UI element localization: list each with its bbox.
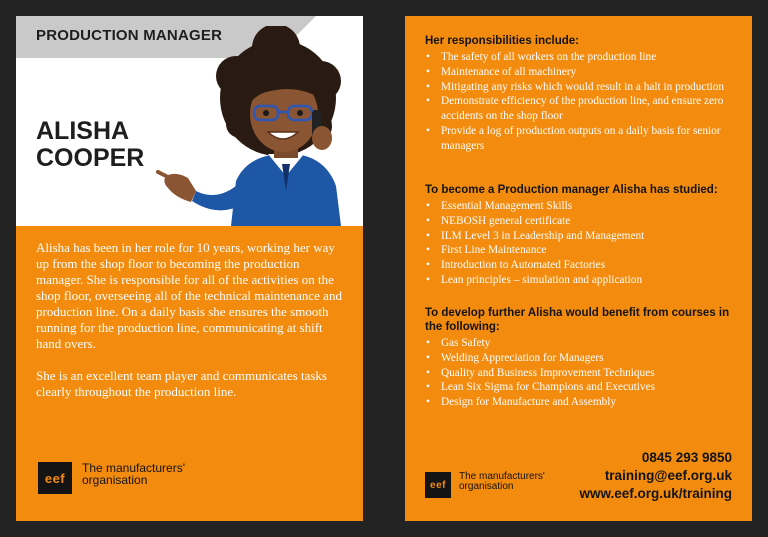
- person-name: [36, 118, 144, 172]
- list-item: • Mitigating any risks which would result in a halt in production: [425, 80, 737, 95]
- eef-logo-mark: eef: [425, 472, 451, 498]
- courses-section: [425, 306, 737, 410]
- profile-header: [16, 16, 363, 226]
- list-item: • Provide a log of production outputs on a daily basis for senior managers: [425, 124, 737, 154]
- studied-heading: To become a Production manager Alisha has studied:: [425, 184, 718, 196]
- responsibilities-section: [425, 34, 737, 154]
- list-item: • Maintenance of all machinery: [425, 65, 737, 80]
- courses-list: [425, 336, 737, 410]
- eef-logo: [425, 472, 549, 498]
- responsibilities-list: [425, 50, 737, 154]
- list-item: • Lean Six Sigma for Champions and Executives: [425, 380, 737, 395]
- eef-logo-tagline: The manufacturers' organisation: [82, 461, 186, 487]
- list-item: • The safety of all workers on the production line: [425, 50, 737, 65]
- phone-number[interactable]: 0845 293 9850: [641, 450, 732, 465]
- list-item: • NEBOSH general certificate: [425, 214, 737, 229]
- woman-on-phone-illustration: [136, 26, 363, 226]
- list-item: • First Line Maintenance: [425, 243, 737, 258]
- website-link[interactable]: www.eef.org.uk/training: [579, 486, 732, 501]
- bio: [36, 240, 348, 416]
- eef-logo-tagline: The manufacturers' organisation: [459, 471, 545, 492]
- list-item: • Quality and Business Improvement Techniques: [425, 366, 737, 381]
- list-item: • Demonstrate efficiency of the production line, and ensure zero accidents on the shop floor: [425, 94, 737, 124]
- first-name: ALISHA: [36, 117, 130, 145]
- contact-details: [579, 449, 732, 503]
- profile-card-front: [16, 16, 363, 521]
- email-address[interactable]: training@eef.org.uk: [604, 468, 732, 483]
- studied-list: [425, 199, 737, 288]
- profile-card-back: [405, 16, 752, 521]
- courses-heading: To develop further Alisha would benefit from courses in the following:: [425, 307, 730, 333]
- list-item: • Welding Appreciation for Managers: [425, 351, 737, 366]
- list-item: • Essential Management Skills: [425, 199, 737, 214]
- studied-section: [425, 183, 737, 288]
- eef-logo-mark: eef: [38, 462, 72, 494]
- list-item: • Gas Safety: [425, 336, 737, 351]
- job-title: PRODUCTION MANAGER: [36, 27, 223, 44]
- bio-paragraph-2: She is an excellent team player and communicates tasks clearly throughout the production line.: [36, 368, 327, 399]
- responsibilities-heading: Her responsibilities include:: [425, 35, 580, 47]
- list-item: • ILM Level 3 in Leadership and Management: [425, 229, 737, 244]
- list-item: • Lean principles – simulation and application: [425, 273, 737, 288]
- eef-logo: [38, 462, 192, 494]
- list-item: • Introduction to Automated Factories: [425, 258, 737, 273]
- last-name: COOPER: [36, 144, 145, 172]
- list-item: • Design for Manufacture and Assembly: [425, 395, 737, 410]
- bio-paragraph-1: Alisha has been in her role for 10 years, working her way up from the shop floor to becoming the production manager. She is responsible for all of the activities on the shop floor, overseeing all of the technical maintenance and production line. On a daily basis she ensures the smooth running for the production line, communicating at shift hand overs.: [36, 240, 342, 351]
